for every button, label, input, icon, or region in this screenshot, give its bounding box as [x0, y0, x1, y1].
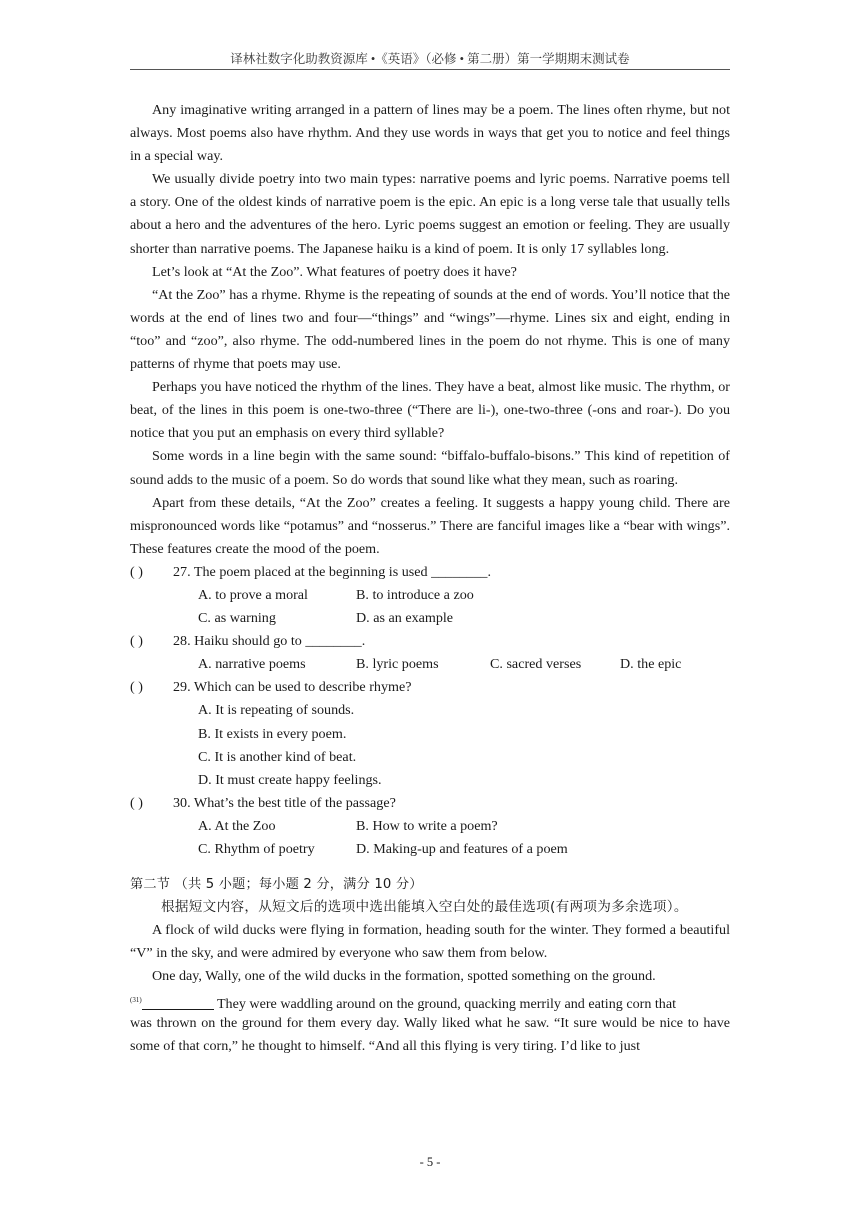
- option-a: A. It is repeating of sounds.: [198, 702, 355, 719]
- page-content: [130, 99, 730, 1058]
- option-row: [130, 607, 730, 630]
- option-c: C. It is another kind of beat.: [198, 748, 357, 765]
- answer-bracket[interactable]: ( ): [130, 679, 143, 696]
- option-b: B. It exists in every poem.: [198, 725, 347, 742]
- passage-paragraph: was thrown on the ground for them every day. Wally liked what he saw. “It sure would be nice to have some of that corn,” he thought to himself. “And all this flying is very tiring. I’d like to just: [130, 1014, 730, 1054]
- option-a: A. to prove a moral: [198, 586, 308, 603]
- option-b: B. lyric poems: [356, 656, 439, 673]
- passage-paragraph: Apart from these details, “At the Zoo” creates a feeling. It suggests a happy young child. There are mispronounced words like “potamus” and “nosserus.” There are fanciful images like a “bear with wings”. These features create the mood of the poem.: [130, 494, 730, 557]
- blank-number: (31): [130, 995, 142, 1004]
- question-stem: 30. What’s the best title of the passage?: [173, 794, 396, 811]
- option-b: B. How to write a poem?: [356, 817, 498, 834]
- answer-bracket[interactable]: ( ): [130, 633, 143, 650]
- passage-paragraph: Let’s look at “At the Zoo”. What features of poetry does it have?: [152, 263, 517, 280]
- option-b: B. to introduce a zoo: [356, 586, 474, 603]
- option-row: [130, 653, 730, 676]
- section-instruction: 根据短文内容，从短文后的选项中选出能填入空白处的最佳选项(有两项为多余选项）。: [161, 899, 688, 916]
- question-27: [130, 561, 730, 584]
- passage-paragraph: One day, Wally, one of the wild ducks in the formation, spotted something on the ground.: [152, 968, 656, 985]
- question-stem: 29. Which can be used to describe rhyme?: [173, 679, 412, 696]
- question-stem: 28. Haiku should go to ________.: [173, 633, 366, 650]
- option-c: C. Rhythm of poetry: [198, 841, 315, 857]
- blank-31[interactable]: [142, 995, 214, 1010]
- option-c: C. sacred verses: [490, 656, 582, 673]
- page-number: - 5 -: [419, 1155, 441, 1169]
- option-d: D. Making-up and features of a poem: [356, 841, 568, 857]
- option-row: [130, 699, 730, 722]
- option-a: A. narrative poems: [198, 656, 306, 673]
- passage-text: They were waddling around on the ground, quacking merrily and eating corn that: [213, 995, 677, 1012]
- option-d: D. the epic: [620, 656, 682, 673]
- passage-paragraph: We usually divide poetry into two main types: narrative poems and lyric poems. Narrative poems tell a story. One of the oldest kinds of narrative poem is the epic. An epic is a long verse tale that usually tells about a hero and the adventures of the hero. Lyric poems suggest an emotion or feeling. They are usually shorter than narrative poems. The Japanese haiku is a kind of poem. It is only 17 syllables long.: [130, 171, 730, 257]
- option-row: [130, 723, 730, 746]
- option-c: C. as warning: [198, 610, 276, 627]
- option-d: D. It must create happy feelings.: [198, 771, 382, 788]
- blank-line: [130, 989, 730, 1012]
- section-spacer: [130, 861, 730, 873]
- option-row: [130, 838, 730, 861]
- option-d: D. as an example: [356, 610, 454, 627]
- passage-paragraph: “At the Zoo” has a rhyme. Rhyme is the repeating of sounds at the end of words. You’ll notice that the words at the end of lines two and four—“things” and “wings”—rhyme. Lines six and eight, ending in “too” and “zoo”, also rhyme. The odd-numbered lines in the poem do not rhyme. This is one of many patterns of rhyme that poets may use.: [130, 286, 730, 373]
- passage-paragraph: A flock of wild ducks were flying in formation, heading south for the winter. They formed a beautiful “V” in the sky, and were admired by everyone who saw them from below.: [130, 922, 730, 962]
- option-row: [130, 584, 730, 607]
- section-title: 第二节 （共 5 小题；每小题 2 分，满分 10 分）: [130, 877, 423, 893]
- answer-bracket[interactable]: ( ): [130, 563, 143, 580]
- question-29: [130, 676, 730, 699]
- question-stem: 27. The poem placed at the beginning is used ________.: [173, 563, 491, 580]
- option-row: [130, 815, 730, 838]
- option-row: [130, 746, 730, 769]
- header-divider: [130, 69, 730, 70]
- question-28: [130, 630, 730, 653]
- page-header: 译林社数字化助教资源库 •《英语》（必修 • 第二册）第一学期期末测试卷: [230, 52, 630, 66]
- answer-bracket[interactable]: ( ): [130, 794, 143, 811]
- passage-paragraph: Some words in a line begin with the same sound: “biffalo-buffalo-bisons.” This kind of repetition of sound adds to the music of a poem. So do words that sound like what they mean, such as roaring.: [130, 448, 730, 488]
- option-a: A. At the Zoo: [198, 817, 276, 834]
- passage-paragraph: Perhaps you have noticed the rhythm of the lines. They have a beat, almost like music. The rhythm, or beat, of the lines in this poem is one-two-three (“There are li-), one-two-three (-ons and roar-). Do you notice that you put an emphasis on every third syllable?: [130, 379, 730, 442]
- question-30: [130, 792, 730, 815]
- option-row: [130, 769, 730, 792]
- passage-paragraph: Any imaginative writing arranged in a pattern of lines may be a poem. The lines often rhyme, but not always. Most poems also have rhythm. And they use words in ways that get you to notice and feel things in a special way.: [130, 102, 730, 165]
